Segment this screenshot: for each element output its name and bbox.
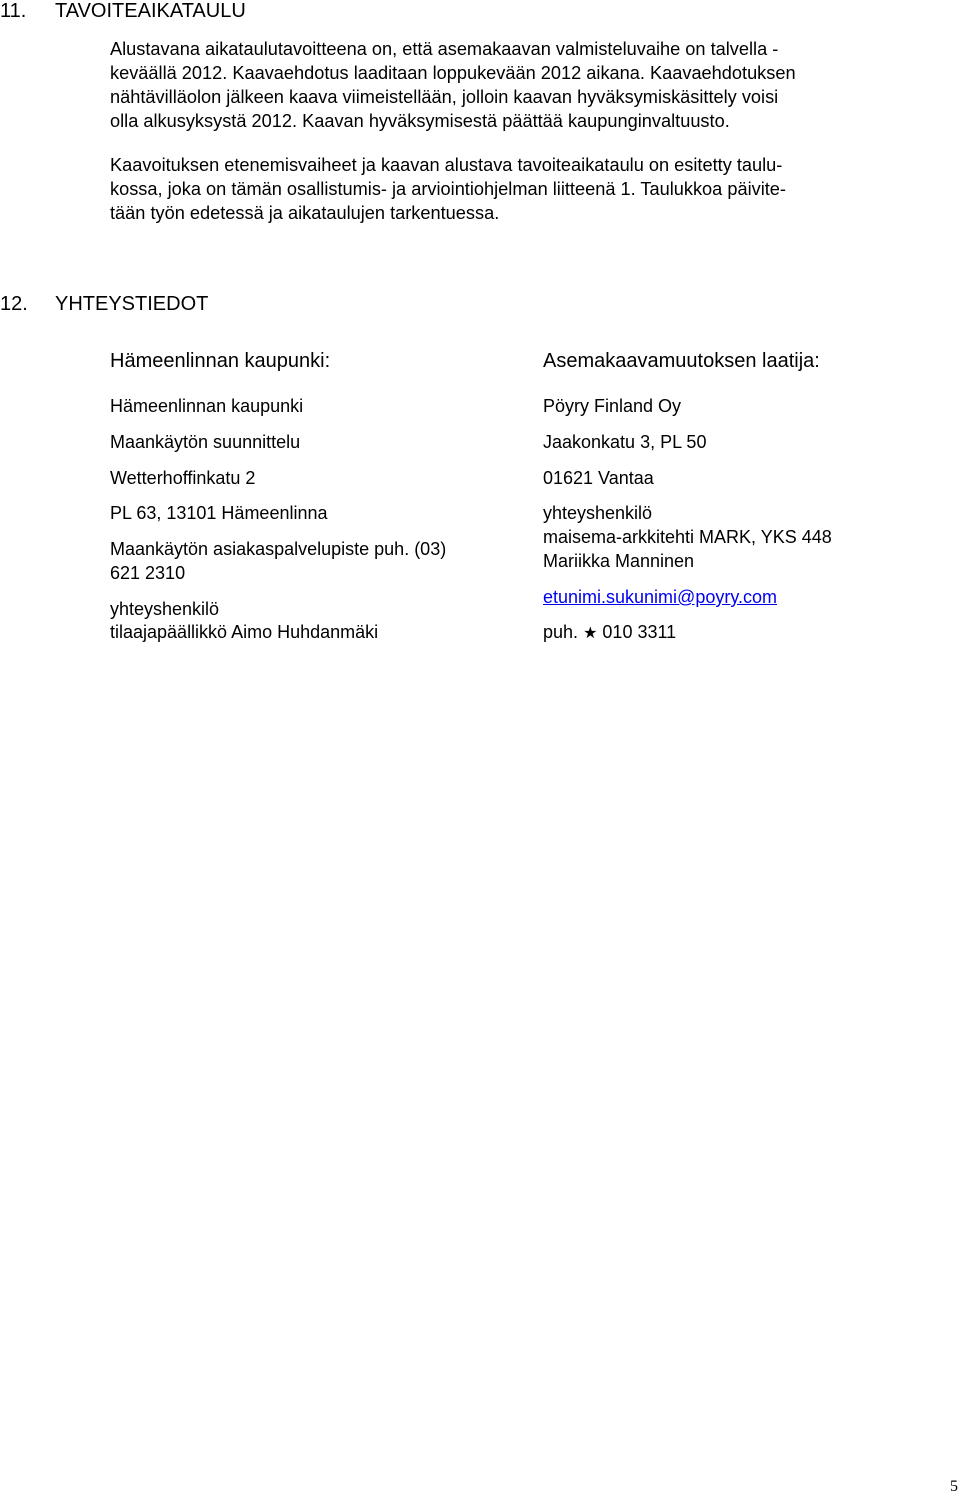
contact-line: PL 63, 13101 Hämeenlinna bbox=[110, 503, 328, 523]
phone-number: 010 3311 bbox=[602, 622, 677, 642]
schedule-paragraph-1 bbox=[110, 37, 955, 133]
section-title: YHTEYSTIEDOT bbox=[55, 293, 209, 315]
contact-line: Jaakonkatu 3, PL 50 bbox=[543, 432, 707, 452]
email-line bbox=[543, 585, 777, 609]
contact-line: yhteyshenkilö bbox=[110, 599, 220, 619]
email-link[interactable]: etunimi.sukunimi@poyry.com bbox=[543, 587, 778, 607]
contact-line: yhteyshenkilö bbox=[543, 503, 653, 523]
contact-line: 01621 Vantaa bbox=[543, 468, 654, 488]
phone-line bbox=[543, 620, 676, 646]
section-heading-11 bbox=[0, 0, 246, 23]
phone-prefix: puh. bbox=[543, 622, 579, 642]
right-contact-heading: Asemakaavamuutoksen laatija: bbox=[543, 350, 820, 372]
text-line: Kaavoituksen etenemisvaiheet ja kaavan alustava tavoiteaikataulu on esitetty taulu- bbox=[110, 155, 783, 175]
contact-line: Wetterhoffinkatu 2 bbox=[110, 468, 256, 488]
contact-line: Maankäytön asiakaspalvelupiste puh. (03) bbox=[110, 539, 447, 559]
section-number: 11. bbox=[0, 0, 27, 22]
contact-line: Hämeenlinnan kaupunki bbox=[110, 396, 304, 416]
left-contact-heading: Hämeenlinnan kaupunki: bbox=[110, 350, 331, 372]
section-heading-12 bbox=[0, 293, 208, 316]
text-line: tään työn edetessä ja aikataulujen tarkentuessa. bbox=[110, 203, 500, 223]
contact-line: Maankäytön suunnittelu bbox=[110, 432, 301, 452]
contact-line: Pöyry Finland Oy bbox=[543, 396, 682, 416]
section-title: TAVOITEAIKATAULU bbox=[55, 0, 246, 22]
contact-line: tilaajapäällikkö Aimo Huhdanmäki bbox=[110, 622, 379, 642]
page-number: 5 bbox=[950, 1478, 958, 1495]
contact-line: maisema-arkkitehti MARK, YKS 448 bbox=[543, 527, 832, 547]
text-line: Alustavana aikataulutavoitteena on, että asemakaavan valmisteluvaihe on talvella - bbox=[110, 39, 779, 59]
text-line: nähtävilläolon jälkeen kaava viimeistellään, jolloin kaavan hyväksymiskäsittely voisi bbox=[110, 87, 779, 107]
contact-line: 621 2310 bbox=[110, 563, 186, 583]
section-number: 12. bbox=[0, 293, 28, 315]
text-line: keväällä 2012. Kaavaehdotus laaditaan loppukevään 2012 aikana. Kaavaehdotuksen bbox=[110, 63, 796, 83]
text-line: kossa, joka on tämän osallistumis- ja arviointiohjelman liitteenä 1. Taulukkoa päivite- bbox=[110, 179, 786, 199]
star-icon: ★ bbox=[583, 625, 598, 642]
contact-line: Mariikka Manninen bbox=[543, 551, 695, 571]
text-line: olla alkusyksystä 2012. Kaavan hyväksymisestä päättää kaupunginvaltuusto. bbox=[110, 111, 730, 131]
schedule-paragraph-2 bbox=[110, 153, 955, 225]
